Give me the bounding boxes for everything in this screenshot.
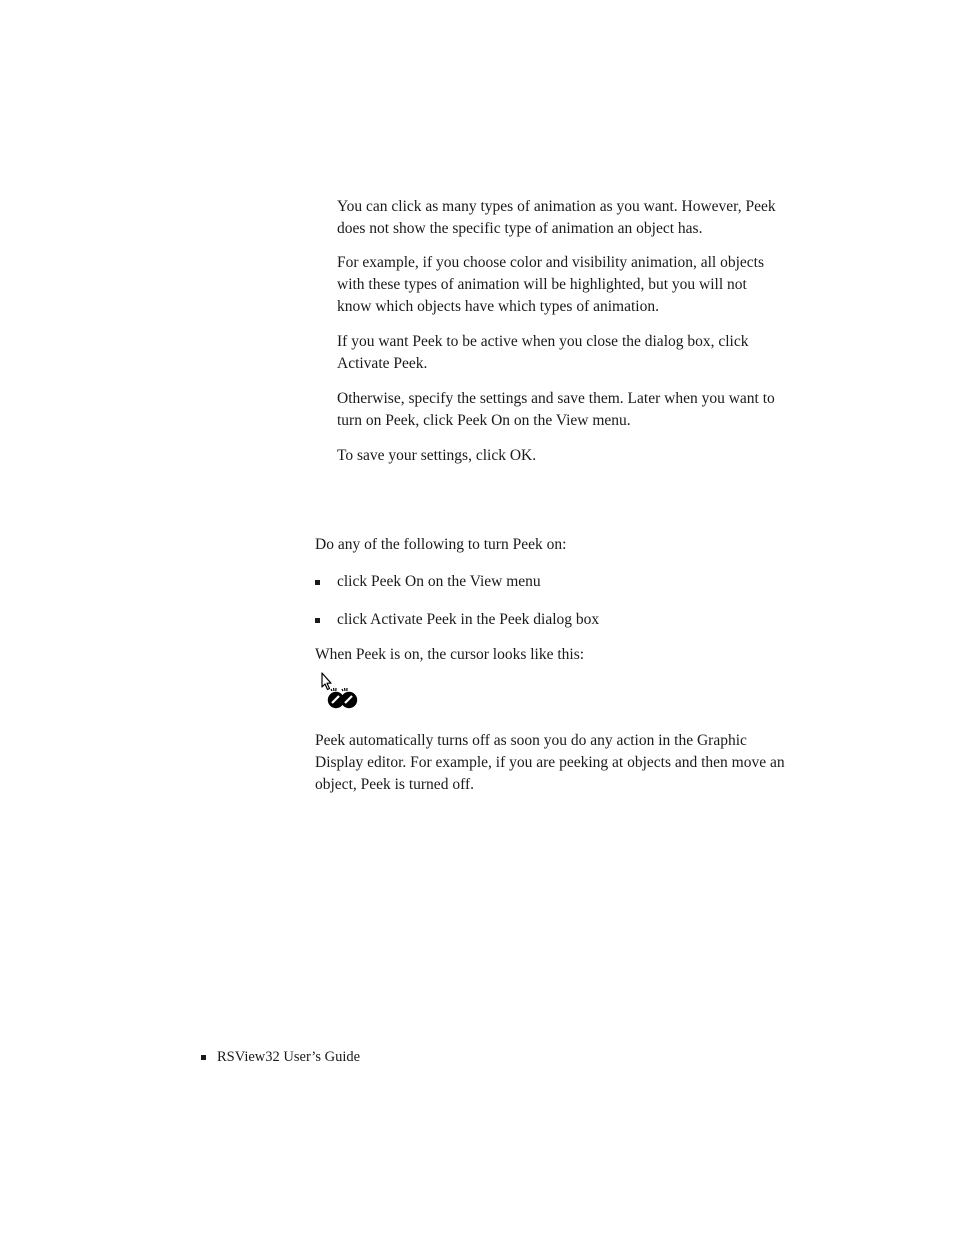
bullet-icon — [315, 580, 320, 585]
paragraph-cursor-caption: When Peek is on, the cursor looks like this: — [315, 646, 585, 663]
paragraph-activate-peek: If you want Peek to be active when you close the dialog box, click Activate Peek. — [337, 333, 749, 372]
footer-bullet-icon — [201, 1055, 206, 1060]
list-item-text: click Peek On on the View menu — [337, 573, 541, 590]
bullet-icon — [315, 618, 320, 623]
paragraph-turn-on-intro: Do any of the following to turn Peek on: — [315, 536, 567, 553]
paragraph-click-ok: To save your settings, click OK. — [337, 447, 537, 464]
paragraph-save-settings: Otherwise, specify the settings and save them. Later when you want to turn on Peek, click Peek On on the View menu. — [337, 390, 775, 429]
footer-title: RSView32 User’s Guide — [217, 1049, 361, 1065]
list-item-text: click Activate Peek in the Peek dialog box — [337, 611, 600, 628]
paragraph-peek-turns-off: Peek automatically turns off as soon you do any action in the Graphic Display editor. For example, if you are peeking at objects and then move an object, Peek is turned off. — [315, 732, 785, 793]
peek-cursor-icon — [318, 672, 362, 712]
paragraph-example: For example, if you choose color and visibility animation, all objects with these types of animation will be highlighted, but you will not know which objects have which types of animation. — [337, 254, 765, 315]
paragraph-animation-types: You can click as many types of animation as you want. However, Peek does not show the specific type of animation an object has. — [337, 198, 776, 237]
